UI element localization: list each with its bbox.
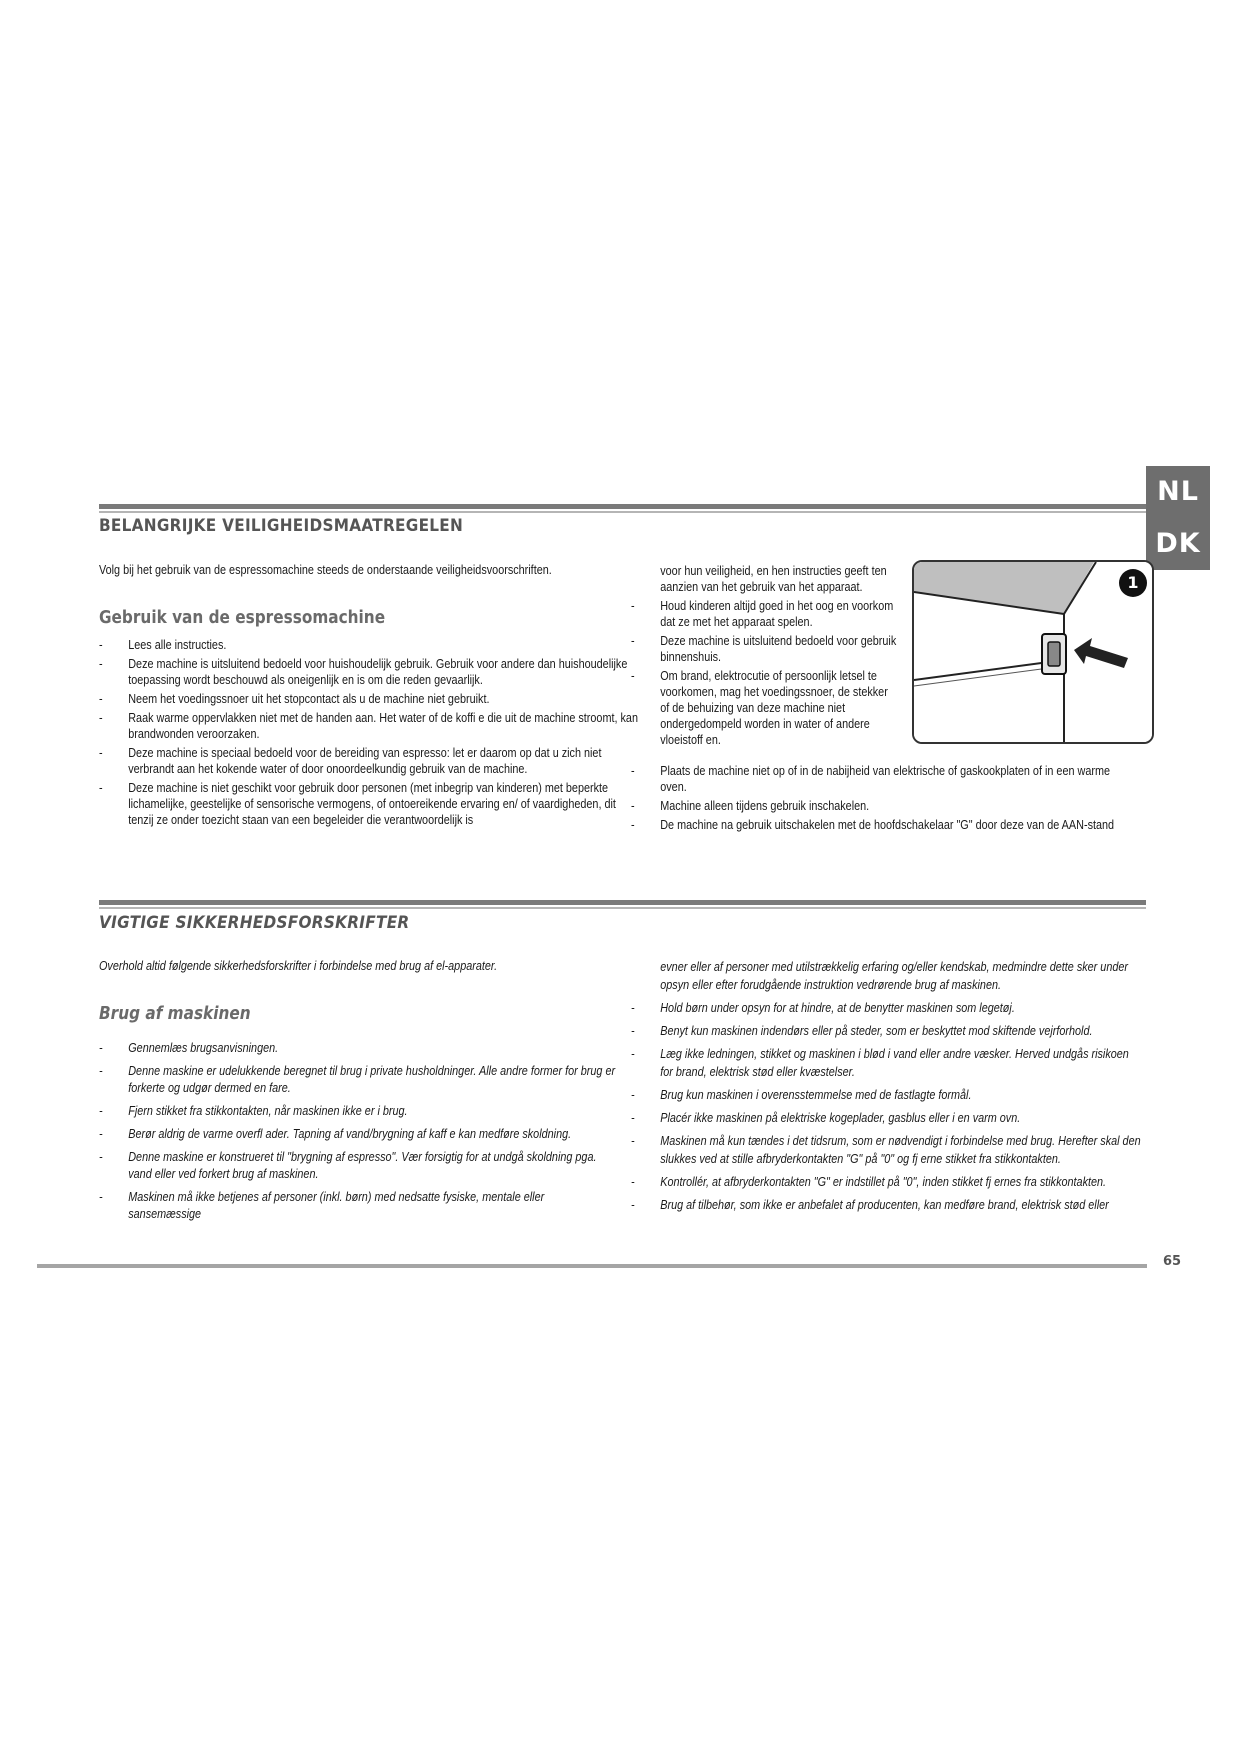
dk-intro: Overhold altid følgende sikkerhedsforskrifter i forbindelse med brug af el-apparater. — [99, 959, 498, 973]
list-item: - Kontrollér, at afbryderkontakten "G" er indstillet på "0", inden stikket fj ernes fra stikkontakten. — [631, 1173, 1141, 1191]
list-item: - Om brand, elektrocutie of persoonlijk letsel te voorkomen, mag het voedingssnoer, de stekker of de behuizing van deze machine niet ondergedompeld worden in water of andere vloeistoff en. — [631, 668, 897, 748]
nl-right-column — [631, 763, 1136, 836]
list-item: - Deze machine is niet geschikt voor gebruik door personen (met inbegrip van kinderen) met beperkte lichamelijke, geestelijke of sensorische vermogens, of ontoereikende ervaring en/ of vaardigheden, dit tenzij ze onder toezicht staan van een begeleider die verantwoordelijk is — [99, 780, 639, 828]
list-item: - Læg ikke ledningen, stikket og maskinen i blød i vand eller andre væsker. Herved undgås risikoen for brand, elektrisk stød eller kvæstelser. — [631, 1045, 1141, 1081]
list-item: - Hold børn under opsyn for at hindre, at de benytter maskinen som legetøj. — [631, 999, 1141, 1017]
dk-right-continuation: evner eller af personer med utilstrækkelig erfaring og/eller kendskab, medmindre dette sker under opsyn eller efter forudgående instruktion vedrørende brug af maskinen. — [660, 960, 1128, 992]
list-item: - Deze machine is uitsluitend bedoeld voor gebruik binnenshuis. — [631, 633, 897, 665]
machine-switch-drawing — [914, 562, 1152, 742]
list-item: - Maskinen må kun tændes i det tidsrum, som er nødvendigt i forbindelse med brug. Herefter skal den slukkes ved at stille afbryderkontakten "G" på "0" og fj erne stikket fra stikkontakten. — [631, 1132, 1141, 1168]
list-item: - Berør aldrig de varme overfl ader. Tapning af vand/brygning af kaff e kan medføre skoldning. — [99, 1126, 619, 1143]
nl-subtitle: Gebruik van de espressomachine — [99, 607, 386, 628]
list-item: - Brug af tilbehør, som ikke er anbefalet af producenten, kan medføre brand, elektrisk stød eller — [631, 1196, 1141, 1214]
figure-number-badge: 1 — [1119, 569, 1147, 597]
list-item: - Placér ikke maskinen på elektriske kogeplader, gasblus eller i en varm ovn. — [631, 1109, 1141, 1127]
list-item: - Brug kun maskinen i overensstemmelse med de fastlagte formål. — [631, 1086, 1141, 1104]
footer-rule — [37, 1264, 1147, 1268]
section-rule-bottom — [99, 907, 1146, 909]
section-rule-bottom — [99, 511, 1146, 513]
list-item: - Denne maskine er udelukkende beregnet til brug i private husholdninger. Alle andre former for brug er forkerte og udgør dermed en fare. — [99, 1063, 619, 1097]
list-item: - Lees alle instructies. — [99, 637, 639, 653]
list-item: - De machine na gebruik uitschakelen met de hoofdschakelaar "G" door deze van de AAN-stand — [631, 817, 1136, 833]
list-item: - Denne maskine er konstrueret til "brygning af espresso". Vær forsigtig for at undgå skoldning pga. vand eller ved forkert brug af maskinen. — [99, 1149, 619, 1183]
dk-left-column — [99, 1040, 619, 1226]
page-number: 65 — [1163, 1254, 1182, 1269]
language-tab-dk: DK — [1146, 518, 1210, 570]
dk-right-column — [631, 958, 1141, 1217]
list-item: - Maskinen må ikke betjenes af personer (inkl. børn) med nedsatte fysiske, mentale eller sansemæssige — [99, 1189, 619, 1223]
dk-subtitle: Brug af maskinen — [99, 1003, 251, 1024]
nl-left-column — [99, 637, 639, 831]
nl-right-continuation: voor hun veiligheid, en hen instructies geeft ten aanzien van het gebruik van het apparaat. — [660, 564, 887, 594]
list-item: - Deze machine is speciaal bedoeld voor de bereiding van espresso: let er daarom op dat u zich niet verbrandt aan het kokende water of door onoordeelkundig gebruik van de machine. — [99, 745, 639, 777]
list-item: - Raak warme oppervlakken niet met de handen aan. Het water of de koffi e die uit de machine stroomt, kan brandwonden veroorzaken. — [99, 710, 639, 742]
nl-section-title: BELANGRIJKE VEILIGHEIDSMAATREGELEN — [99, 516, 464, 536]
list-item: - Houd kinderen altijd goed in het oog en voorkom dat ze met het apparaat spelen. — [631, 598, 897, 630]
nl-intro: Volg bij het gebruik van de espressomachine steeds de onderstaande veiligheidsvoorschriften. — [99, 563, 552, 577]
list-item: - Fjern stikket fra stikkontakten, når maskinen ikke er i brug. — [99, 1103, 619, 1120]
nl-right-column-narrow — [631, 563, 897, 751]
list-item: - Gennemlæs brugsanvisningen. — [99, 1040, 619, 1057]
section-rule-top — [99, 504, 1146, 509]
section-rule-top — [99, 900, 1146, 905]
machine-switch-illustration — [912, 560, 1154, 744]
list-item: - Neem het voedingssnoer uit het stopcontact als u de machine niet gebruikt. — [99, 691, 639, 707]
list-item: - Machine alleen tijdens gebruik inschakelen. — [631, 798, 1136, 814]
language-tab-nl: NL — [1146, 466, 1210, 518]
list-item: - Deze machine is uitsluitend bedoeld voor huishoudelijk gebruik. Gebruik voor andere dan huishoudelijke toepassing wordt beschouwd als oneigenlijk en is om die reden gevaarlijk. — [99, 656, 639, 688]
list-item: - Benyt kun maskinen indendørs eller på steder, som er beskyttet mod skiftende vejrforhold. — [631, 1022, 1141, 1040]
list-item: - Plaats de machine niet op of in de nabijheid van elektrische of gaskookplaten of in een warme oven. — [631, 763, 1136, 795]
dk-section-title: VIGTIGE SIKKERHEDSFORSKRIFTER — [99, 913, 410, 933]
